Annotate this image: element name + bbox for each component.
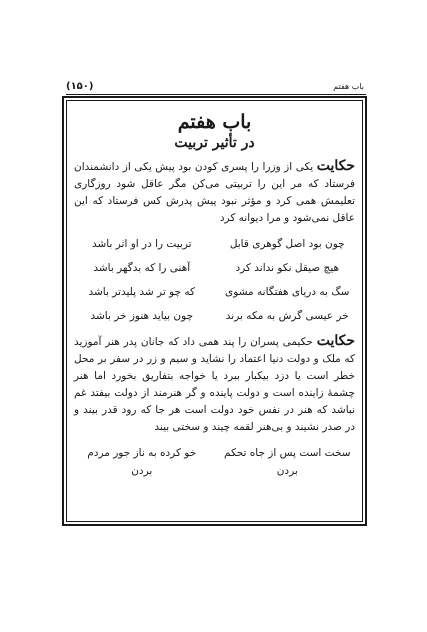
story-1 bbox=[74, 158, 355, 227]
page-content bbox=[74, 106, 355, 516]
verses-2 bbox=[78, 444, 351, 480]
verse-hemistich: تربیت را در او اثر باشد bbox=[91, 238, 192, 250]
chapter-title: باب هفتم bbox=[177, 111, 252, 133]
verse-hemistich: سگ به دریای هفتگانه مشوی bbox=[225, 286, 350, 298]
verse-hemistich: که چو تر شد پلیدتر باشد bbox=[88, 286, 195, 298]
story-2-line: غم نباشد که هنر در نفس خود دولت است هر جا که رود قدر بیند و در صدر نشیند و بی‌هنر لقمه bbox=[74, 387, 355, 433]
verses-1 bbox=[78, 235, 351, 325]
story-2 bbox=[74, 333, 355, 436]
running-head: باب هفتم bbox=[333, 82, 364, 91]
page-number: (۱۵۰) bbox=[66, 81, 94, 92]
verse-hemistich: چون بود اصل گوهری قابل bbox=[229, 238, 345, 250]
page-header bbox=[66, 80, 366, 94]
story-1-line: مر این را تربیتی می‌کن مگر عاقل شود روزگاری تعلیمش همی کرد و مؤثر نبود پیش پدرش bbox=[74, 178, 356, 207]
verse-hemistich: هیچ صیقل نکو نداند کرد bbox=[235, 262, 340, 274]
verse-hemistich: خو کرده به ناز جور مردم بردن bbox=[87, 447, 197, 477]
story-1-line: یکی از وزرا را پسری کودن بود پیش یکی از دانشمندان فرستاد که bbox=[74, 161, 355, 190]
chapter-subtitle: در تأثیر تربیت bbox=[174, 135, 255, 151]
story-2-keyword: حکایت bbox=[316, 333, 355, 349]
verse-hemistich: آهنی را که بدگهر باشد bbox=[93, 262, 191, 274]
verse-hemistich: خر عیسی گرش به مکه برند bbox=[225, 310, 349, 322]
story-1-keyword: حکایت bbox=[316, 158, 355, 174]
story-2-line: دنیا اعتماد را نشاید و سیم و زر در سفر بر محل خطر است یا دزد بیکبار ببرد یا خواجه بتفاریق bbox=[74, 353, 355, 382]
verse-hemistich: سخت است پس از جاه تحکم بردن bbox=[223, 447, 351, 477]
story-2-line: چیند و سختی بیند bbox=[154, 421, 231, 433]
story-1-line: کس فرستاد که این عاقل نمی‌شود و مرا دیوانه کرد bbox=[74, 195, 355, 224]
story-2-line: حکیمی پسران را پند همی داد که جانان پدر هنر آموزید که ملک و دولت bbox=[74, 336, 355, 365]
verse-hemistich: چون بیاید هنوز خر باشد bbox=[90, 310, 194, 322]
story-2-line: بخورد اما هنر چشمهٔ زاینده است و دولت پاینده و گر هنرمند از دولت بیفتد bbox=[74, 370, 355, 399]
header-rule bbox=[66, 94, 366, 95]
